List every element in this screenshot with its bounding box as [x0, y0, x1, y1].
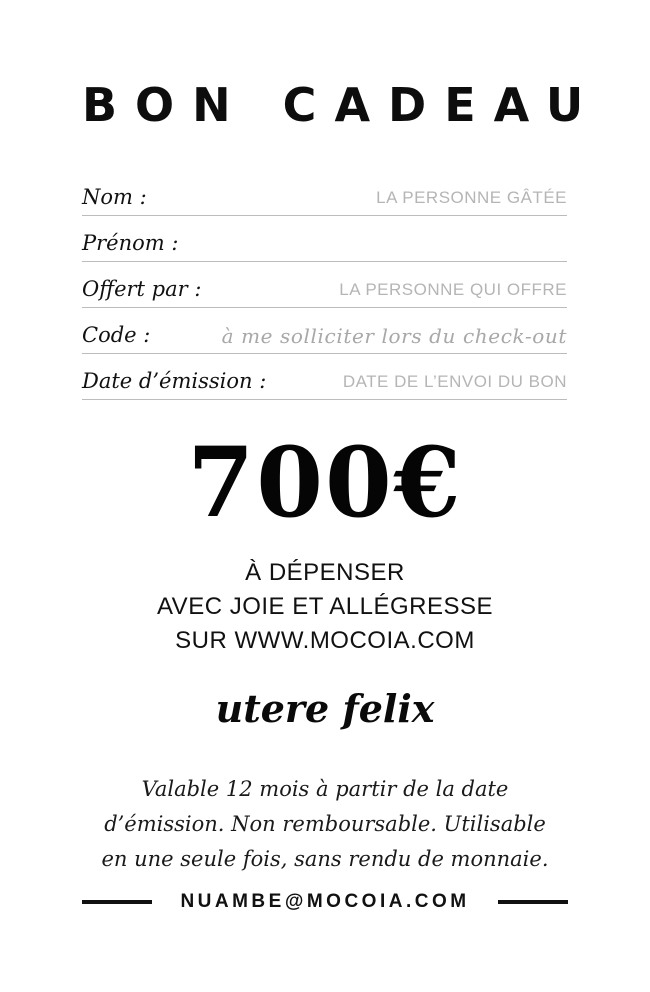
field-code-label: Code : — [82, 323, 151, 347]
voucher-title: BON CADEAU — [82, 78, 602, 132]
field-prenom — [82, 216, 567, 262]
validity-line: d’émission. Non remboursable. Utilisable — [104, 812, 546, 836]
spend-line-website: SUR WWW.MOCOIA.COM — [175, 627, 475, 654]
field-code — [82, 308, 567, 354]
field-nom-value: LA PERSONNE GÂTÉE — [376, 188, 567, 207]
field-prenom-label: Prénom : — [82, 231, 179, 255]
validity-line: en une seule fois, sans rendu de monnaie. — [101, 847, 549, 871]
spend-line: AVEC JOIE ET ALLÉGRESSE — [156, 593, 494, 620]
field-nom — [82, 170, 567, 216]
field-date-emission — [82, 354, 567, 400]
validity-terms — [0, 772, 650, 877]
footer-rule-left — [82, 900, 152, 904]
spend-line: À DÉPENSER — [245, 559, 405, 586]
validity-line: Valable 12 mois à partir de la date — [141, 777, 509, 801]
field-date-emission-label: Date d’émission : — [82, 369, 267, 393]
footer-contact — [82, 887, 568, 917]
voucher-amount: 700€ — [187, 426, 463, 539]
contact-email[interactable]: NUAMBE@MOCOIA.COM — [180, 891, 470, 912]
field-offert-par-value: LA PERSONNE QUI OFFRE — [339, 280, 567, 299]
motto: utere felix — [215, 686, 435, 731]
field-nom-label: Nom : — [82, 185, 147, 209]
voucher-fields — [82, 170, 567, 400]
spend-text — [0, 556, 650, 658]
field-date-emission-value: DATE DE L’ENVOI DU BON — [342, 372, 567, 391]
field-code-value: à me solliciter lors du check-out — [221, 324, 567, 348]
footer-rule-right — [498, 900, 568, 904]
field-offert-par — [82, 262, 567, 308]
field-offert-par-label: Offert par : — [82, 277, 202, 301]
